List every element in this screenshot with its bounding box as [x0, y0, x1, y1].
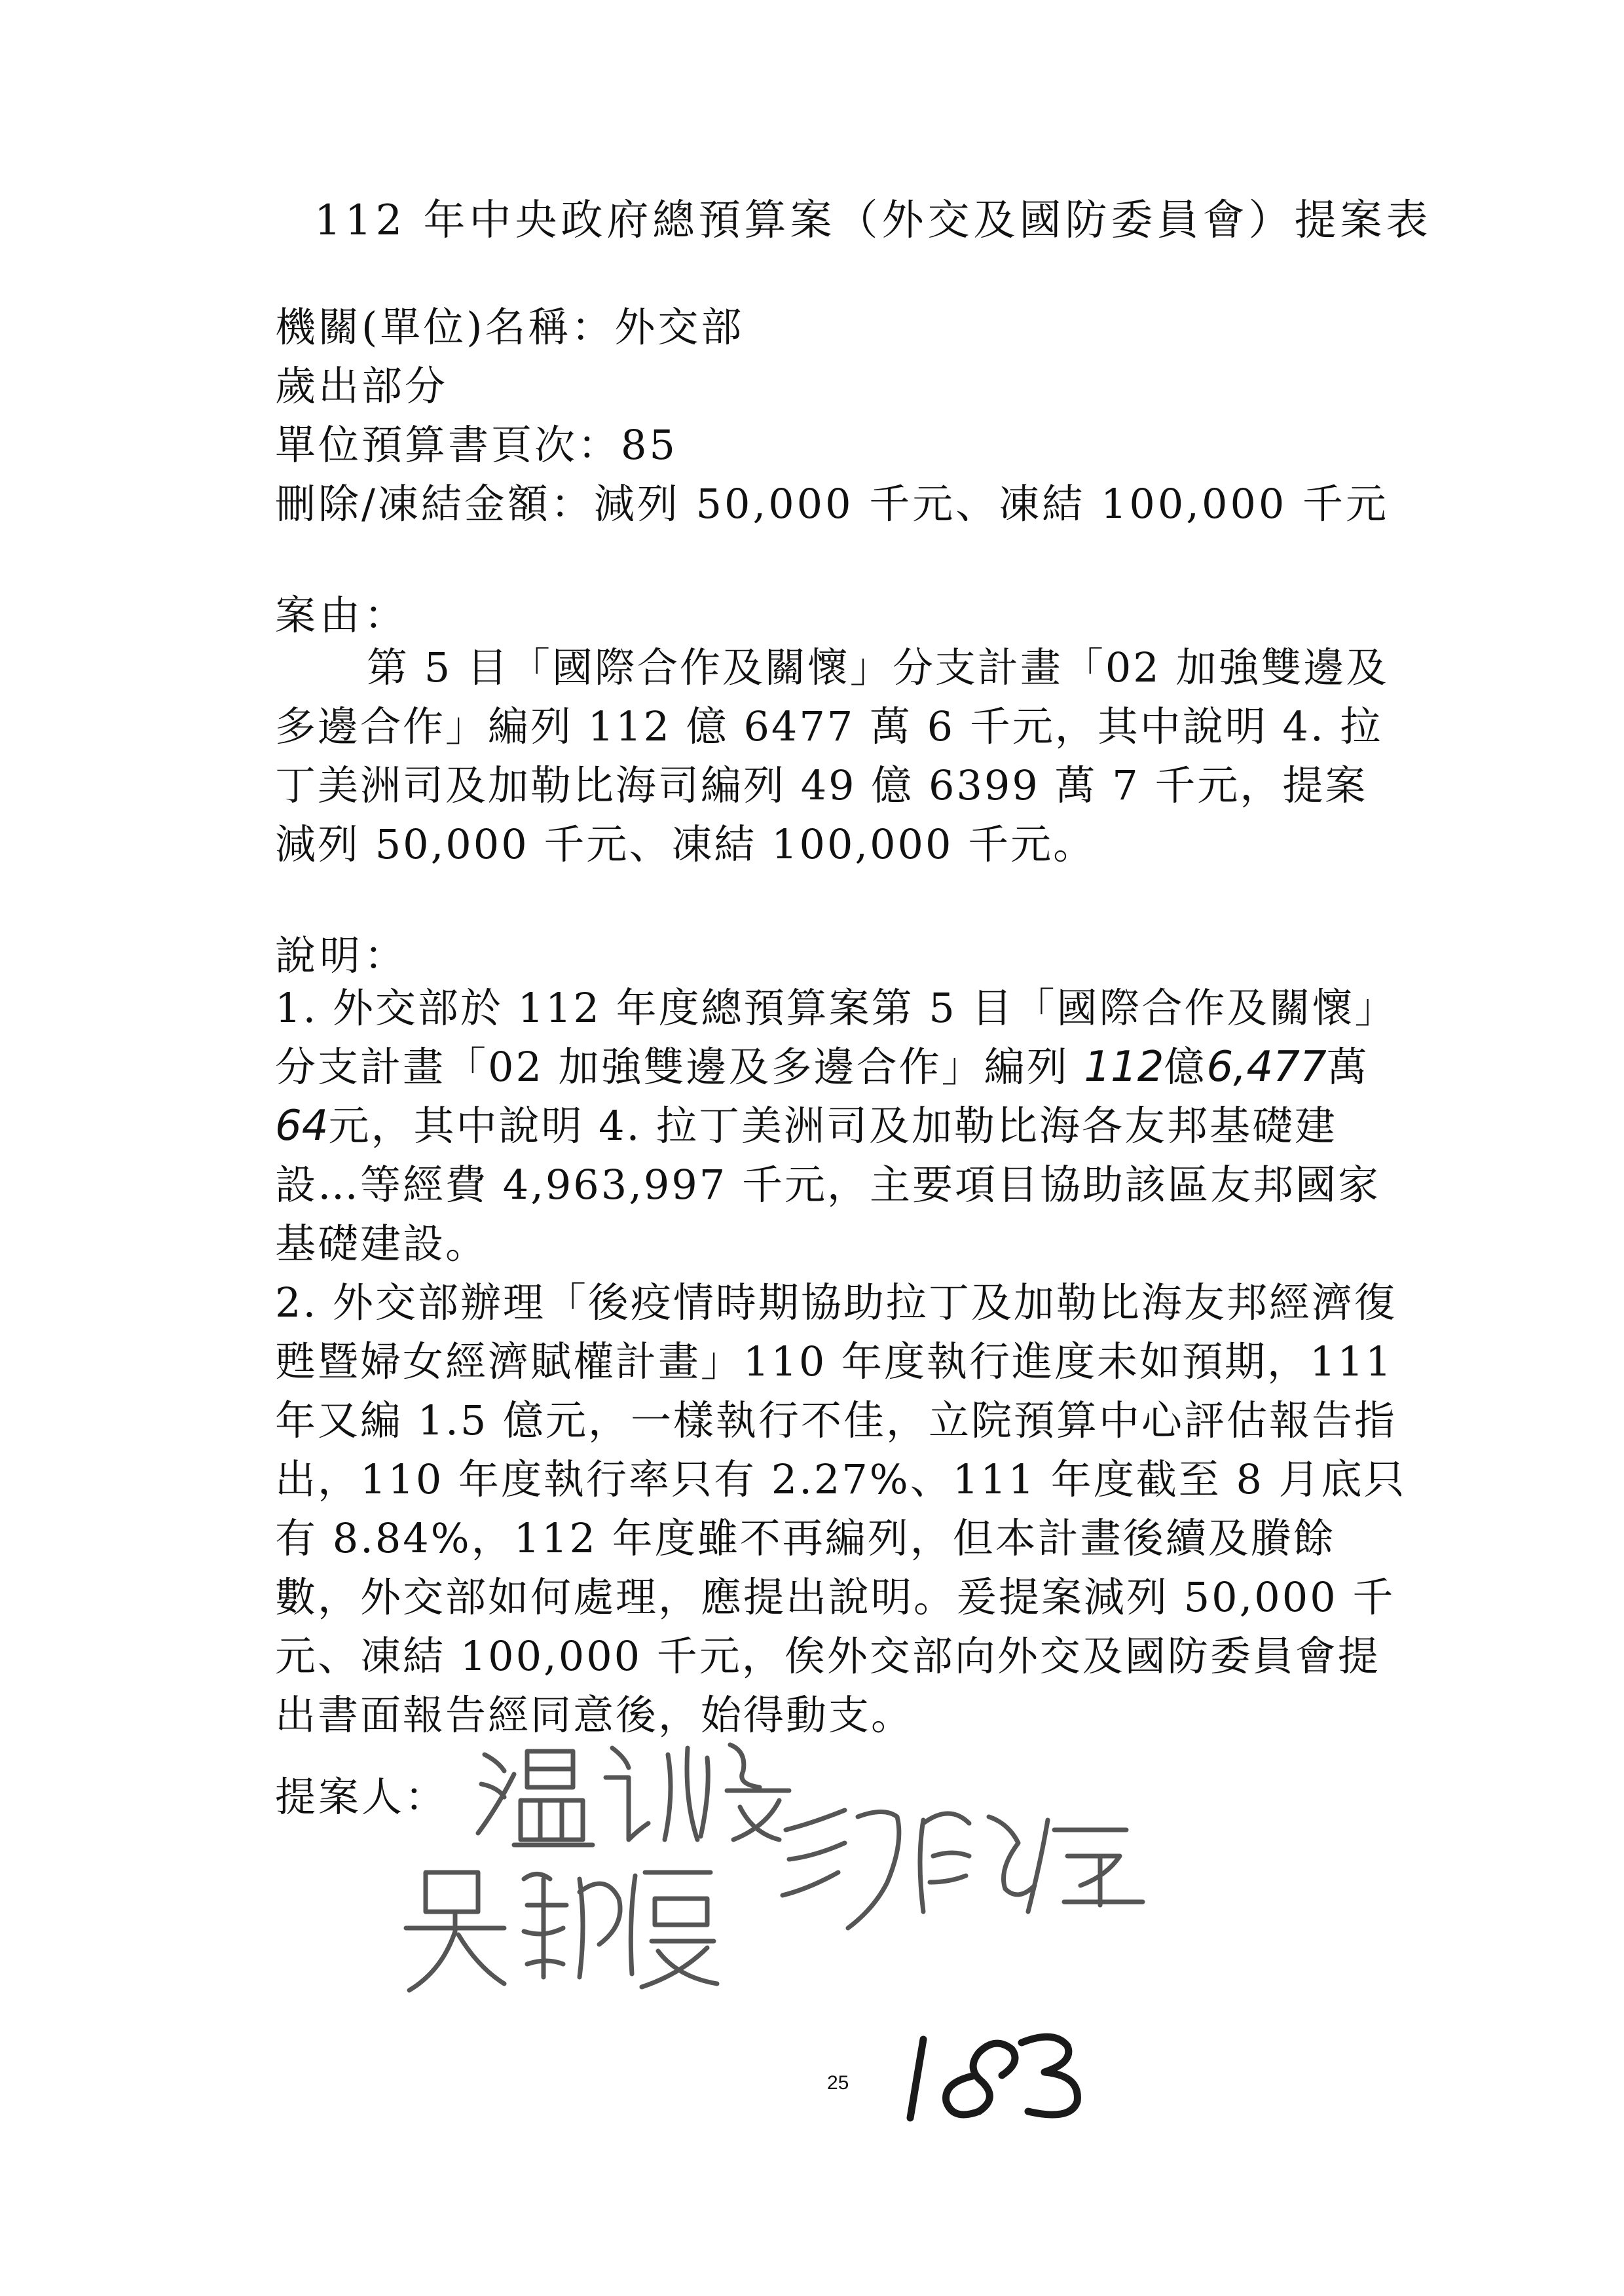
budget-section: 歲出部分 — [275, 362, 449, 410]
item1-text-after: 元，其中說明 4. 拉丁美洲司及加勒比海各友邦基礎建設…等經費 4,963,997 千元，主要項目協助該區友邦國家基礎建設。 — [275, 1102, 1380, 1267]
handwritten-page-number — [897, 2026, 1094, 2124]
signature-3 — [773, 1791, 1166, 1935]
agency-name: 機關(單位)名稱：外交部 — [275, 303, 745, 351]
budget-page-number: 單位預算書頁次：85 — [275, 421, 678, 469]
signature-1 — [471, 1728, 799, 1859]
item1-text-before: 1. 外交部於 112 年度總預算案第 5 目「國際合作及關懷」分支計畫「02 加強雙邊及多邊合作」編列 — [275, 984, 1397, 1091]
cut-freeze-amount: 刪除/凍結金額：減列 50,000 千元、凍結 100,000 千元 — [275, 480, 1390, 528]
handwritten-amount-wan: 6,477 — [1206, 1043, 1327, 1091]
proposal-meta — [275, 298, 1389, 534]
explanation-heading: 說明： — [275, 932, 409, 979]
explanation-body — [275, 979, 1414, 1745]
handwritten-amount-yi: 112 — [1084, 1043, 1164, 1091]
item1-unit-yi: 億 — [1164, 1043, 1207, 1091]
page-number: 25 — [827, 2072, 849, 2094]
page-title: 112 年中央政府總預算案（外交及國防委員會）提案表 — [314, 196, 1432, 245]
handwritten-amount-rest: 64 — [275, 1102, 329, 1150]
case-heading: 案由： — [275, 591, 409, 639]
case-body: 第 5 目「國際合作及關懷」分支計畫「02 加強雙邊及多邊合作」編列 112 億 6477 萬 6 千元，其中說明 4. 拉丁美洲司及加勒比海司編列 49 億 6399 萬 7 千元，提案減列 50,000 千元、凍結 100,000 千元。 — [275, 644, 1389, 868]
item1-unit-wan: 萬 — [1326, 1043, 1369, 1091]
proposer-label: 提案人： — [275, 1773, 449, 1821]
explanation-item-2: 2. 外交部辦理「後疫情時期協助拉丁及加勒比海友邦經濟復甦暨婦女經濟賦權計畫」110 年度執行進度未如預期，111 年又編 1.5 億元，一樣執行不佳，立院預算中心評估報告指出，110 年度執行率只有 2.27%、111 年度截至 8 月底只有 8.84%，112 年度雖不再編列，但本計畫後續及賸餘數，外交部如何處理，應提出說明。爰提案減列 50,000 千元、凍結 100,000 千元，俟外交部向外交及國防委員會提出書面報告經同意後，始得動支。 — [275, 1279, 1407, 1739]
explanation-item-1 — [275, 979, 1414, 1273]
signature-2 — [393, 1853, 760, 1997]
